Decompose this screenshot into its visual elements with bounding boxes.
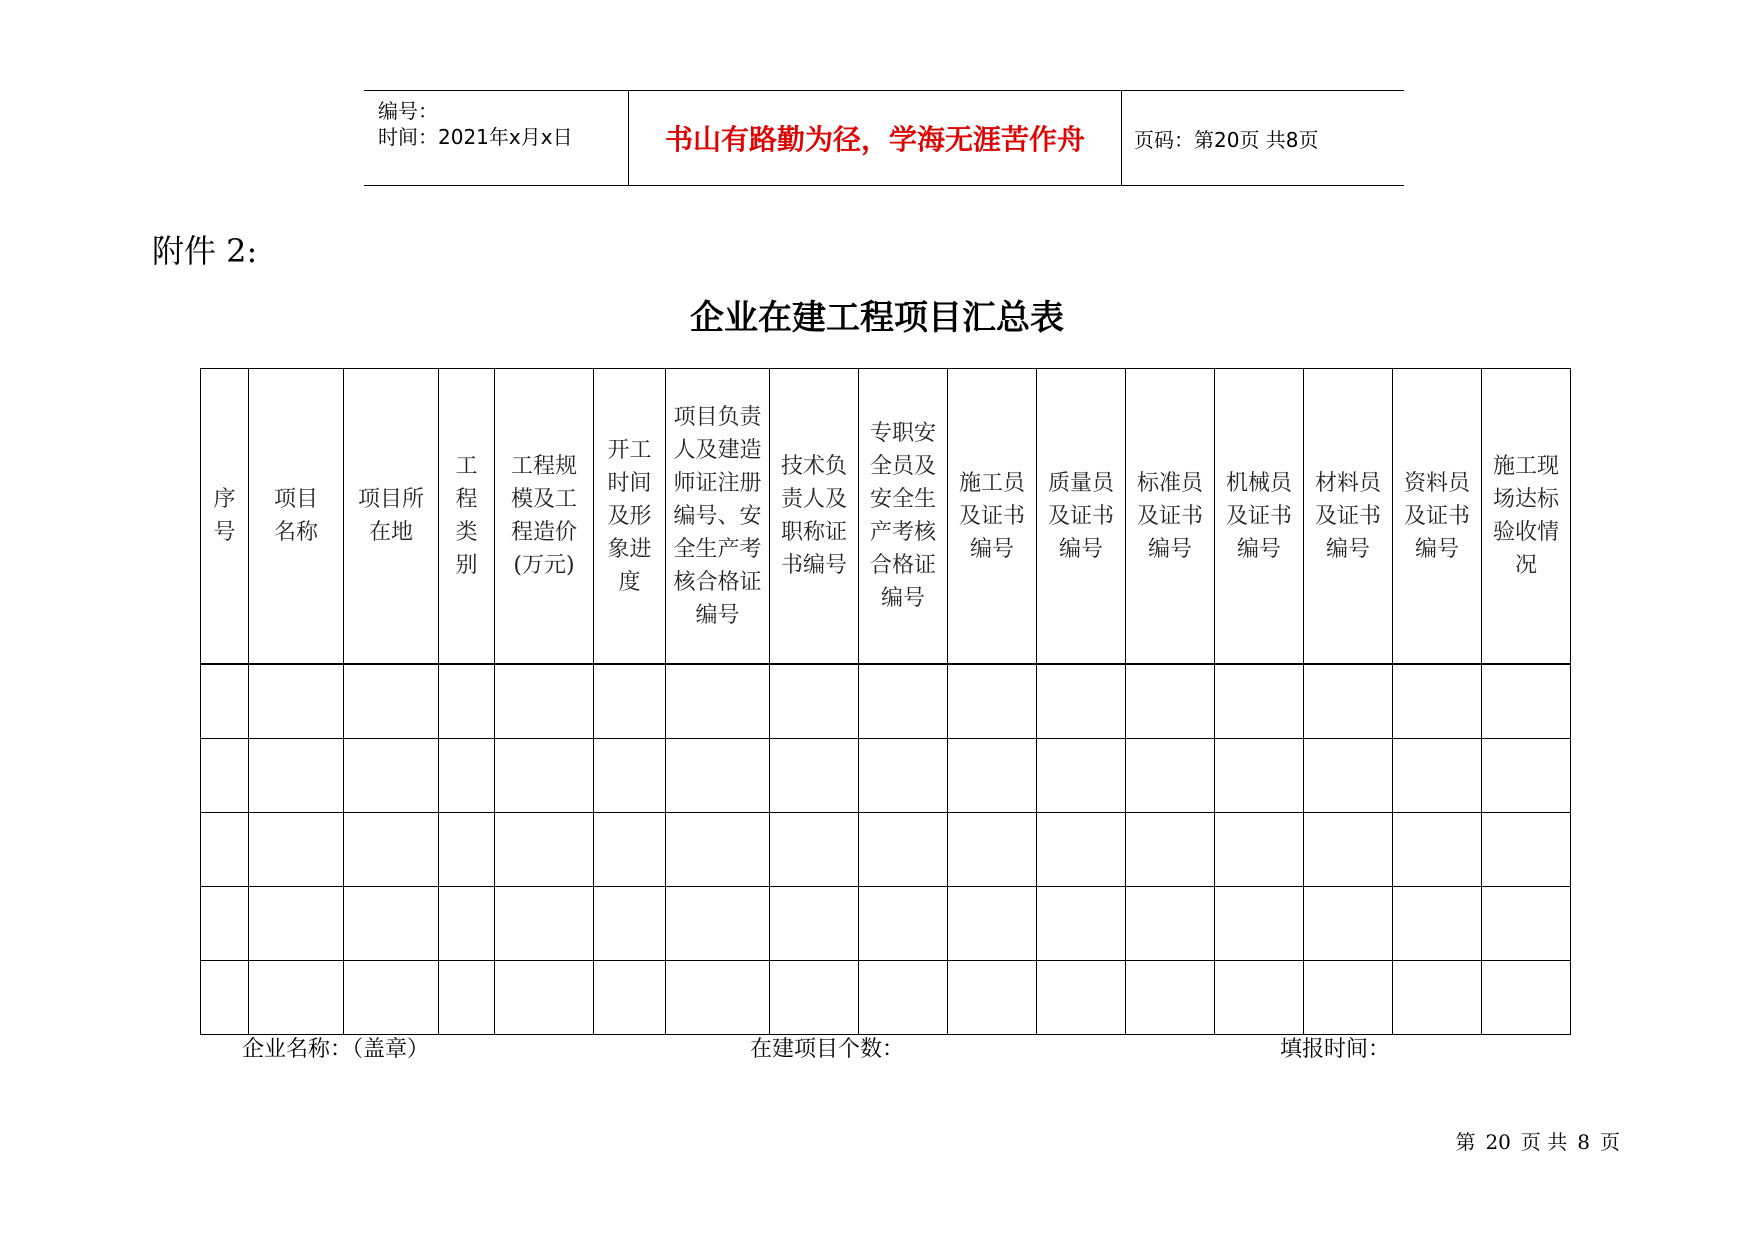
table-cell[interactable] xyxy=(439,813,495,887)
table-cell[interactable] xyxy=(344,813,439,887)
document-number-label: 编号： xyxy=(378,99,438,123)
column-header-construction-worker: 施工员及证书编号 xyxy=(948,369,1037,665)
table-cell[interactable] xyxy=(1304,664,1393,739)
table-cell[interactable] xyxy=(666,664,770,739)
table-cell[interactable] xyxy=(1037,813,1126,887)
table-cell[interactable] xyxy=(201,961,249,1035)
page-number-suffix: 页 xyxy=(1600,1130,1620,1154)
table-cell[interactable] xyxy=(1126,813,1215,887)
table-cell[interactable] xyxy=(201,664,249,739)
table-row xyxy=(201,739,1571,813)
table-cell[interactable] xyxy=(249,887,344,961)
table-cell[interactable] xyxy=(666,887,770,961)
table-cell[interactable] xyxy=(1393,813,1482,887)
table-cell[interactable] xyxy=(1037,664,1126,739)
table-cell[interactable] xyxy=(948,664,1037,739)
attachment-label: 附件 2: xyxy=(152,232,258,270)
page-title: 企业在建工程项目汇总表 xyxy=(690,298,1064,338)
table-cell[interactable] xyxy=(1304,887,1393,961)
table-cell[interactable] xyxy=(439,664,495,739)
table-cell[interactable] xyxy=(344,739,439,813)
table-cell[interactable] xyxy=(201,813,249,887)
table-cell[interactable] xyxy=(594,961,666,1035)
table-header-row xyxy=(201,369,1571,665)
table-cell[interactable] xyxy=(1126,961,1215,1035)
table-cell[interactable] xyxy=(770,739,859,813)
table-cell[interactable] xyxy=(859,961,948,1035)
page-number-current: 20 xyxy=(1485,1130,1511,1154)
table-cell[interactable] xyxy=(770,813,859,887)
table-cell[interactable] xyxy=(948,813,1037,887)
table-cell[interactable] xyxy=(344,664,439,739)
table-cell[interactable] xyxy=(1215,664,1304,739)
column-header-safety-officer: 专职安全员及安全生产考核合格证编号 xyxy=(859,369,948,665)
table-cell[interactable] xyxy=(249,739,344,813)
column-header-start-progress: 开工时间及形象进度 xyxy=(594,369,666,665)
table-cell[interactable] xyxy=(1215,813,1304,887)
table-cell[interactable] xyxy=(1304,961,1393,1035)
table-cell[interactable] xyxy=(770,664,859,739)
column-header-materials-officer: 材料员及证书编号 xyxy=(1304,369,1393,665)
table-cell[interactable] xyxy=(495,961,594,1035)
table-cell[interactable] xyxy=(439,887,495,961)
column-header-machinery-officer: 机械员及证书编号 xyxy=(1215,369,1304,665)
table-cell[interactable] xyxy=(1393,887,1482,961)
table-cell[interactable] xyxy=(1037,739,1126,813)
table-cell[interactable] xyxy=(1482,813,1571,887)
page-number xyxy=(1455,1126,1620,1155)
table-cell[interactable] xyxy=(770,961,859,1035)
column-header-location: 项目所在地 xyxy=(344,369,439,665)
column-header-technical-lead: 技术负责人及职称证书编号 xyxy=(770,369,859,665)
table-cell[interactable] xyxy=(439,739,495,813)
table-cell[interactable] xyxy=(1215,887,1304,961)
column-header-index: 序号 xyxy=(201,369,249,665)
table-cell[interactable] xyxy=(1215,739,1304,813)
table-row xyxy=(201,961,1571,1035)
table-cell[interactable] xyxy=(1126,887,1215,961)
table-cell[interactable] xyxy=(594,887,666,961)
table-cell[interactable] xyxy=(1482,961,1571,1035)
footer-company: 企业名称：（盖章） xyxy=(242,1037,430,1062)
header-meta xyxy=(364,91,629,185)
header-page-code: 页码：第20页 共8页 xyxy=(1134,127,1319,152)
column-header-project-name: 项目名称 xyxy=(249,369,344,665)
table-cell[interactable] xyxy=(770,887,859,961)
page-number-prefix: 第 xyxy=(1455,1130,1476,1154)
table-cell[interactable] xyxy=(495,887,594,961)
table-cell[interactable] xyxy=(1393,961,1482,1035)
table-cell[interactable] xyxy=(1304,813,1393,887)
table-cell[interactable] xyxy=(859,813,948,887)
column-header-standards-officer: 标准员及证书编号 xyxy=(1126,369,1215,665)
table-cell[interactable] xyxy=(1393,664,1482,739)
column-header-category: 工程类别 xyxy=(439,369,495,665)
table-body xyxy=(201,664,1571,1035)
column-header-documents-officer: 资料员及证书编号 xyxy=(1393,369,1482,665)
table-cell[interactable] xyxy=(666,813,770,887)
table-cell[interactable] xyxy=(1393,739,1482,813)
table-cell[interactable] xyxy=(948,739,1037,813)
page-number-middle: 页 共 xyxy=(1520,1130,1568,1154)
table-cell[interactable] xyxy=(495,664,594,739)
table-cell[interactable] xyxy=(249,961,344,1035)
table-row xyxy=(201,887,1571,961)
column-header-scale-cost: 工程规模及工程造价(万元) xyxy=(495,369,594,665)
column-header-project-manager: 项目负责人及建造师证注册编号、安全生产考核合格证编号 xyxy=(666,369,770,665)
table-cell[interactable] xyxy=(249,813,344,887)
table-cell[interactable] xyxy=(1482,887,1571,961)
table-cell[interactable] xyxy=(1037,961,1126,1035)
page-number-total: 8 xyxy=(1577,1130,1590,1154)
table-cell[interactable] xyxy=(1304,739,1393,813)
table-cell[interactable] xyxy=(1126,664,1215,739)
footer-project-count: 在建项目个数： xyxy=(750,1037,905,1062)
column-header-quality-inspector: 质量员及证书编号 xyxy=(1037,369,1126,665)
document-date: 时间：2021年x月x日 xyxy=(378,125,573,149)
table-cell[interactable] xyxy=(201,887,249,961)
table-cell[interactable] xyxy=(594,739,666,813)
table-cell[interactable] xyxy=(249,664,344,739)
table-cell[interactable] xyxy=(344,961,439,1035)
table-cell[interactable] xyxy=(439,961,495,1035)
table-cell[interactable] xyxy=(1482,664,1571,739)
document-header xyxy=(364,90,1404,186)
table-cell[interactable] xyxy=(859,739,948,813)
table-row xyxy=(201,664,1571,739)
table-cell[interactable] xyxy=(666,739,770,813)
table-cell[interactable] xyxy=(1215,961,1304,1035)
table-cell[interactable] xyxy=(859,664,948,739)
project-summary-table xyxy=(200,368,1571,1035)
table-cell[interactable] xyxy=(594,813,666,887)
footer-report-time: 填报时间： xyxy=(1280,1037,1391,1062)
table-cell[interactable] xyxy=(666,961,770,1035)
table-cell[interactable] xyxy=(948,961,1037,1035)
table-cell[interactable] xyxy=(859,887,948,961)
header-motto: 书山有路勤为径，学海无涯苦作舟 xyxy=(629,91,1122,185)
table-cell[interactable] xyxy=(1482,739,1571,813)
table-cell[interactable] xyxy=(948,887,1037,961)
table-cell[interactable] xyxy=(1126,739,1215,813)
table-cell[interactable] xyxy=(495,813,594,887)
table-cell[interactable] xyxy=(495,739,594,813)
table-cell[interactable] xyxy=(201,739,249,813)
table-row xyxy=(201,813,1571,887)
table-cell[interactable] xyxy=(344,887,439,961)
table-cell[interactable] xyxy=(1037,887,1126,961)
column-header-site-acceptance: 施工现场达标验收情况 xyxy=(1482,369,1571,665)
table-cell[interactable] xyxy=(594,664,666,739)
